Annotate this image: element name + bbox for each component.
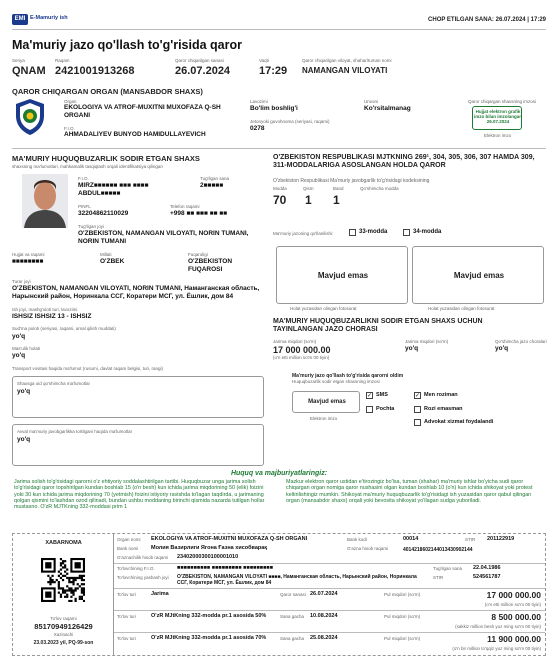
eimzo-stamp (472, 106, 522, 130)
page-title: Ma'muriy jazo qo'llash to'g'risida qaror (12, 38, 242, 52)
doc-label: Hujjat va raqami (12, 252, 45, 257)
r-bank-label: Bank nomi (117, 546, 139, 551)
pay-number-label: To'lov raqami (50, 616, 77, 621)
r-inn: 201122919 (487, 536, 515, 542)
health-value: yo'q (12, 352, 26, 359)
r-stir-label: STIR (433, 575, 444, 580)
eimzo-text: Hujjat elektron grafik imzo bilan imzolangan 26.07.2024 (474, 109, 523, 124)
checkbox-33[interactable] (349, 229, 356, 236)
sms-label: SMS (376, 392, 388, 398)
modda-label: Modda (273, 186, 287, 191)
birthplace-value: O'ZBEKISTON, NAMANGAN VILOYATI, NORIN TUMANI, NORIN TUMANI (78, 230, 249, 245)
photo-box-2 (412, 246, 544, 304)
r-bank: Молия Вазирлиги Ягона Ғазна хисобварақ (151, 545, 268, 551)
rights-left: Jarima solish to'g'risidagi qarorni o'z ehtiyoriy soddalashtirilgan tartibi. Huquqbuzar unga jarima solish to'g'risidagi qaror topshirilgan kundan boshlab 15 (o'n besh) kun ichida jarima miqdorining 50 (elik) foizini yoki 30 kun ichida jarima miqdorining 70 (yetmish) foizini ixtiyoriy ravishda to'lagan taqdirda, u jarimaning qolgan qismini to'lashdan ozod qilinadi, bundan ushbu moddaning birinchi qismida nazarda tutilgan hollar mustasno. O'zR MJTKning 332-moddasi prim 1 (14, 479, 265, 511)
notify-signature-box (292, 391, 360, 413)
header-divider (12, 29, 546, 30)
checkbox-34[interactable] (403, 229, 410, 236)
region-value: NAMANGAN VILOYATI (302, 66, 388, 75)
prior-box (12, 424, 264, 466)
r-organ-label: Organ nomi (117, 537, 141, 542)
r-treasury-label: G'azna hisob raqami (347, 546, 389, 551)
number-value: 2421001913268 (55, 65, 135, 77)
fio-line-2: ABDUL■■■■■ (78, 190, 121, 197)
badge-label: Jetonyoki guvohnoma (seriyasi, raqami) (250, 119, 330, 124)
pay-words: (o'n bir million to'qqiz yuz ming so'm 00 tiyin) (452, 646, 541, 651)
r-birth: 22.04.1986 (473, 565, 501, 571)
r-divider-1 (114, 563, 545, 564)
pay-date: 25.08.2024 (310, 635, 338, 641)
birth-value: 2■■■■■ (200, 182, 224, 189)
witness-value: yo'q (17, 388, 31, 395)
pay-amount-label: Pul miqdori (so'm) (384, 636, 421, 641)
work-value: ISHSIZ ISHSIZ 13 - ISHSIZ (12, 313, 92, 320)
deprive-value: yo'q (405, 345, 419, 352)
citizen-label: Fuqaroligi (188, 252, 208, 257)
code-title: O'zbekiston Respublikasi Ma'muriy javobgarlik to'g'risidagi kodeksining (273, 178, 430, 184)
print-date-label: CHOP ETILGAN SANA: (428, 17, 494, 23)
photo-box-1 (276, 246, 408, 304)
check-label: Ma'muriy jazoning qo'llanilishi: (273, 231, 334, 236)
receipt-box (12, 533, 546, 656)
series-label: Seriya (12, 58, 25, 63)
band-value: 1 (333, 193, 340, 207)
r-treasury: 4014218602144013430902144 (403, 547, 473, 553)
photo-2-caption: Holat yuzasidan olingan fotosurat (428, 306, 495, 311)
pay-date-label: Sana gacha (280, 636, 305, 641)
meta-row (12, 58, 546, 82)
pay-amount-label: Pul miqdori (so'm) (384, 614, 421, 619)
date-value: 26.07.2024 (175, 65, 231, 77)
notify-btn-text: Mavjud emas (308, 399, 346, 405)
pay-type-label: To'lov turi (117, 636, 136, 641)
rights-title (0, 470, 558, 477)
rank-value: Ko'rsitalmanag (364, 105, 411, 112)
qr-code (41, 558, 85, 602)
emi-logo: EMI (12, 14, 28, 25)
r-birth-label: Tug'ilgan sana (433, 566, 462, 571)
address-value: O'ZBEKISTON, NAMANGAN VILOYATI, NORIN TUMANI, Наманганская область, Нарынский район, Норинкала ССГ, Коратери МСГ, ул. Ёшлик, дом 84 (12, 285, 260, 300)
r-organ: EKOLOGIYA VA ATROF-MUXITNI MUXOFAZA Q-SH ORGANI (151, 536, 308, 542)
birthplace-label: Tug'ilgan joyi (78, 224, 104, 229)
receipt-left (13, 534, 114, 655)
reject-label: Rozi emasman (424, 406, 463, 412)
r-bank-code: 00014 (403, 536, 419, 542)
pay-amount: 8 500 000.00 (491, 612, 541, 622)
organ-section-title: QAROR CHIQARGAN ORGAN (MANSABDOR SHAXS) (12, 87, 203, 96)
payment-row (114, 632, 545, 654)
nation-value: O'ZBEK (100, 258, 125, 265)
payment-row (114, 588, 545, 610)
agree-label: Men roziman (424, 392, 458, 398)
payment-row (114, 610, 545, 632)
checkbox-sms[interactable]: ✓ (367, 393, 373, 399)
badge-value: 0278 (250, 125, 265, 132)
checkbox-agree[interactable]: ✓ (415, 393, 421, 399)
citizen-value: O'ZBEKISTON FUQAROSI (188, 258, 233, 273)
series-value: QNAM (12, 65, 46, 77)
organ-name: EKOLOGIYA VA ATROF-MUXITNI MUXOFAZA Q-SH ORGANI (64, 104, 221, 119)
health-label: Mas'ulik holati (12, 346, 41, 351)
witness-box (12, 376, 264, 418)
photo-2-text: Mavjud emas (453, 271, 505, 280)
extra-penalty-value: yo'q (495, 345, 509, 352)
r-address-label: To'lovchining yashash joyi (117, 575, 169, 580)
region-label: Qaror chiqarilgan viloyat, shahar/tuman nomi (302, 58, 392, 63)
print-date-value: 26.07.2024 | 17:29 (495, 17, 546, 23)
check-34-label: 34-modda (413, 229, 442, 235)
transport-label: Transport vositasi haqida ma'lumot (rusumi, davlat raqam belgisi, turi, rangi) (12, 366, 164, 371)
r-account-label: G'aznachilik hisob raqami (117, 555, 169, 560)
pay-date-label: Qaror sanasi (280, 592, 306, 597)
penalty-title: MA'MURIY HUQUQBUZARLIKNI SODIR ETGAN SHAXS UCHUN TAYINLANGAN JAZO CHORASI (273, 318, 483, 333)
organ-fio: AHMADALIYEV BUNYOD HAMIDULLAYEVICH (64, 131, 206, 138)
prior-value: yo'q (17, 436, 31, 443)
pay-words: (o'n etti million so'm 00 tiyin) (484, 602, 541, 607)
r-stir: 524561787 (473, 574, 501, 580)
doc-value: ■■■■■■■■ (12, 258, 44, 265)
r-account: 23402000300100001010 (177, 554, 239, 560)
phone-value: +998 ■■ ■■■ ■■ ■■ (170, 210, 228, 217)
pay-amount: 11 900 000.00 (487, 634, 541, 644)
fio-label: F.I.O. (78, 176, 89, 181)
fine-value: 17 000 000.00 (273, 345, 331, 355)
r-inn-label: STIR (465, 537, 476, 542)
r-fio-label: To'lovchining F.I.O. (117, 566, 155, 571)
checkbox-reject[interactable] (414, 406, 421, 413)
fio-line-1: MIRZ■■■■■■ ■■■ ■■■■ (78, 182, 149, 189)
checkbox-pochta[interactable] (366, 406, 373, 413)
fine-words: (o'n etti million so'm 00 tiyin) (273, 355, 330, 360)
advocate-label: Advokat xizmat foydalandi (424, 419, 494, 425)
work-label: Ish joyi, mashg'uloti turi, lavozimi (12, 307, 78, 312)
bank-value: yo'q (12, 333, 26, 340)
pay-type: O'zR MJtKning 332-modda pr.1 asosida 50% (151, 613, 267, 619)
pay-date: 26.07.2024 (310, 591, 338, 597)
part-value: 1 (305, 193, 312, 207)
pay-type: Jarima (151, 591, 169, 597)
print-date (428, 17, 546, 23)
check-33-label: 33-modda (359, 229, 388, 235)
payer-label: Xazinachi (53, 632, 74, 637)
time-value: 17:29 (259, 65, 288, 77)
deprive-label: Jarima miqdori (so'm) (405, 339, 449, 344)
time-label: Vaqti (259, 58, 269, 63)
r-bank-code-label: Bank kodi (347, 537, 367, 542)
pay-type-label: To'lov turi (117, 592, 136, 597)
law-title: O'ZBEKISTON RESPUBLIKASI MJTKNING 269¹, 304, 305, 306, 307 HAMDA 309, 311-MODDALARIGA ASOSLANGAN HOLDA QAROR (273, 154, 535, 169)
r-address: O'ZBEKISTON, NAMANGAN VILOYATI ■■■■, Наманганская область, Нарынский район, Норинкала ССГ, Коратери МСГ, ул. Ёшлик, дом 84 (177, 574, 417, 586)
witness-label: Shaxsga oid qo'shimcha ma'lumotlar (17, 381, 91, 386)
extra-penalty-label: Qo'shimcha jazo choralari (495, 339, 547, 344)
number-label: Raqam (55, 58, 70, 63)
pinfl-value: 32204862110029 (78, 210, 129, 217)
header (12, 14, 546, 28)
pinfl-label: PINFL (78, 204, 91, 209)
band-label: Band (333, 186, 344, 191)
violator-subtitle: shaxsning ma'lumotlari, mahkamalik tasqiqlash orqali identifikatsiya qilingan (12, 164, 163, 169)
position-value: Bo'lim boshlig'i (250, 105, 298, 112)
notify-sub: Huquqbuzarlik sodir etgan shaxsning imzosi (292, 379, 380, 384)
pay-type-label: To'lov turi (117, 614, 136, 619)
photo-1-caption: Holat yuzasidan olingan fotosurat (290, 306, 357, 311)
organ-fio-label: F.I.O. (64, 126, 75, 131)
r-fio: ■■■■■■■■■■ ■■■■■■■■■ ■■■■■■■■■ (177, 565, 274, 571)
pochta-label: Pochta (376, 406, 395, 412)
eimzo-sub: Elektron imzo (484, 133, 512, 138)
checkbox-advocate[interactable] (414, 419, 421, 426)
photo-1-text: Mavjud emas (317, 271, 369, 280)
violator-photo (22, 174, 68, 228)
notify-caption: Elektron imzo (310, 416, 338, 421)
nation-label: Millati (100, 252, 112, 257)
pay-number: 85170949126429 (34, 622, 93, 631)
pay-date-label: Sana gacha (280, 614, 305, 619)
pay-date: 10.08.2024 (310, 613, 338, 619)
shield-icon (14, 98, 46, 136)
address-label: Turar joyi (12, 279, 31, 284)
rights-title-text: Huquq va majburiyatlaringiz: (230, 470, 328, 477)
logo-subtitle: E-Mamuriy ish (30, 15, 68, 21)
organ-label: Organ (64, 99, 77, 104)
notify-title: Ma'muriy jazo qo'llash to'g'risida qarorni oldim (292, 373, 404, 379)
pay-words: (sakkiz million besh yuz ming so'm 00 tiyin) (455, 624, 541, 629)
birth-label: Tug'ilgan sana (200, 176, 229, 181)
rank-label: Unvoni (364, 99, 379, 104)
modda-value: 70 (273, 193, 287, 207)
position-label: Lavozimi (250, 99, 268, 104)
pay-type: O'zR MJtKning 332-modda pr.1 asosida 70% (151, 635, 267, 641)
payer-date: 23.03.2023 yil, PQ-99-son (33, 640, 94, 646)
rights-right: Mazkur elektron qaror ustidan e'tirozingiz bo'lsa, tuman (shahar) ma'muriy ishlar bo'yicha sudi qaror chiqargan organ nomiga qaror nushasini olgan kundan boshlab 10 (o'n) kun ichida shikoyat yoki protest keltirilishingiz mumkin. Shikoyat ma'muriy huquqbuzarlik to'g'risidagi ish yuzasidan qaror qabul qilingan organ (mansabdor shaxs) orqali yoki bevosita shikoyat yo'llagan sudga yuboriladi. (286, 479, 533, 504)
eimzo-label: Qaror chiqargan shaxsning imzosi (468, 99, 537, 104)
fine-label: Jarima miqdori (so'm) (273, 339, 317, 344)
phone-label: Telefon raqami (170, 204, 200, 209)
violator-title: MA'MURIY HUQUQBUZARLIK SODIR ETGAN SHAXS (12, 154, 200, 163)
receipt-label: XABARNOMA (45, 540, 82, 546)
date-label: Qaror chiqarilgan sanasi (175, 58, 224, 63)
prior-label: Avval ma'muriy javobgarlikka tortilgani haqida ma'lumotlar (17, 429, 133, 434)
section-divider-1 (12, 148, 546, 149)
bank-label: Sud'ma puloti (seriyasi, raqami, amal qilish muddati) (12, 326, 116, 331)
extra-modda-label: Qo'shimcha modda (360, 186, 399, 191)
pay-amount: 17 000 000.00 (486, 590, 541, 600)
part-label: Qism (303, 186, 314, 191)
pay-amount-label: Pul miqdori (so'm) (384, 592, 421, 597)
